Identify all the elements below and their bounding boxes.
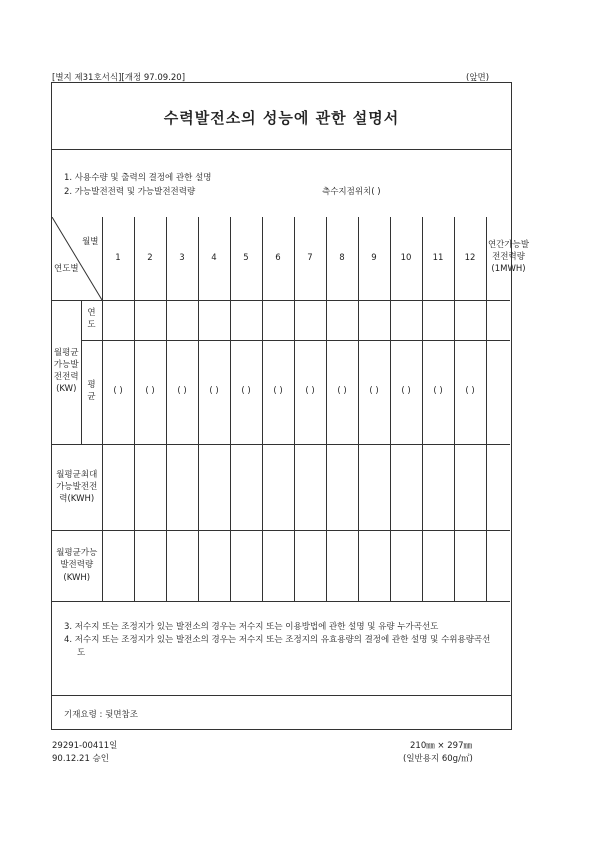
cell xyxy=(486,530,510,601)
cell xyxy=(198,530,230,601)
row-group-monthly-avg-capacity xyxy=(52,300,81,444)
page-side-label: (앞면) xyxy=(466,73,490,83)
row-3-label: 월평균가능발전력량(KWH) xyxy=(56,548,98,583)
cell xyxy=(486,340,510,444)
divider xyxy=(52,149,511,150)
row-monthly-avg-energy xyxy=(52,530,102,601)
generation-table xyxy=(52,217,530,602)
month-7: 7 xyxy=(294,217,326,300)
header-corner xyxy=(52,217,102,300)
item-3: 3. 저수지 또는 조정지가 있는 발전소의 경우는 저수지 또는 이용방법에 관한 설명 및 유량 누가곡선도 xyxy=(64,622,439,632)
paren-cell: ( ) xyxy=(422,340,454,444)
cell xyxy=(294,444,326,530)
paren-cell: ( ) xyxy=(262,340,294,444)
cell xyxy=(230,444,262,530)
cell xyxy=(486,300,510,340)
month-label: 월별 xyxy=(82,237,99,247)
cell xyxy=(230,530,262,601)
month-11: 11 xyxy=(422,217,454,300)
cell xyxy=(390,530,422,601)
month-8: 8 xyxy=(326,217,358,300)
measure-point: 측수지점위치( ) xyxy=(322,187,381,197)
sub-avg-cell xyxy=(81,340,102,444)
cell xyxy=(294,300,326,340)
item-1: 1. 사용수량 및 출력의 결정에 관한 설명 xyxy=(64,173,212,183)
document-title: 수력발전소의 성능에 관한 설명서 xyxy=(163,109,400,127)
cell xyxy=(102,530,134,601)
cell xyxy=(422,530,454,601)
cell xyxy=(326,300,358,340)
paren-cell: ( ) xyxy=(454,340,486,444)
diagonal-line xyxy=(52,217,102,300)
paren-cell: ( ) xyxy=(102,340,134,444)
cell xyxy=(134,530,166,601)
annual-header-text: 연간가능발전전력량(1MWH) xyxy=(487,240,530,275)
cell xyxy=(294,530,326,601)
sub-year-label: 연도 xyxy=(87,308,96,330)
cell xyxy=(102,300,134,340)
month-2: 2 xyxy=(134,217,166,300)
approval-date: 90.12.21 승인 xyxy=(52,754,109,764)
paper-size: 210㎜ × 297㎜ xyxy=(410,741,472,751)
month-3: 3 xyxy=(166,217,198,300)
cell xyxy=(358,530,390,601)
cell xyxy=(422,444,454,530)
cell xyxy=(230,300,262,340)
annual-header xyxy=(486,217,530,300)
cell xyxy=(358,444,390,530)
paren-cell: ( ) xyxy=(166,340,198,444)
cell xyxy=(326,530,358,601)
cell xyxy=(166,300,198,340)
month-1: 1 xyxy=(102,217,134,300)
cell xyxy=(390,444,422,530)
cell xyxy=(422,300,454,340)
cell xyxy=(262,300,294,340)
cell xyxy=(198,300,230,340)
instructions: 기재요령 : 뒷면참조 xyxy=(64,710,138,720)
cell xyxy=(198,444,230,530)
cell xyxy=(358,300,390,340)
item-2: 2. 가능발전전력 및 가능발전전력량 xyxy=(64,187,196,197)
cell xyxy=(166,530,198,601)
month-5: 5 xyxy=(230,217,262,300)
cell xyxy=(326,444,358,530)
form-id: [별지 제31호서식][개정 97.09.20] xyxy=(52,73,186,83)
row-monthly-max-capacity xyxy=(52,444,102,530)
divider xyxy=(52,695,511,696)
paren-cell: ( ) xyxy=(134,340,166,444)
month-6: 6 xyxy=(262,217,294,300)
cell xyxy=(454,300,486,340)
year-label: 연도별 xyxy=(54,264,79,275)
cell xyxy=(454,444,486,530)
form-frame xyxy=(51,82,530,730)
paren-cell: ( ) xyxy=(230,340,262,444)
cell xyxy=(134,300,166,340)
paren-cell: ( ) xyxy=(358,340,390,444)
sub-year-cell xyxy=(81,300,102,340)
month-4: 4 xyxy=(198,217,230,300)
cell xyxy=(390,300,422,340)
row-group-label: 월평균가능발전전력(KW) xyxy=(53,348,79,394)
month-12: 12 xyxy=(454,217,486,300)
notes xyxy=(64,621,497,659)
cell xyxy=(102,444,134,530)
sub-avg-label: 평균 xyxy=(87,380,96,402)
row-2-label: 월평균최대가능발전전력(KWH) xyxy=(56,469,98,505)
cell xyxy=(166,444,198,530)
month-9: 9 xyxy=(358,217,390,300)
paren-cell: ( ) xyxy=(294,340,326,444)
paper-type: (일반용지 60g/㎡) xyxy=(403,754,473,764)
cell xyxy=(134,444,166,530)
cell xyxy=(486,444,510,530)
item-4: 4. 저수지 또는 조정지가 있는 발전소의 경우는 저수지 또는 조정지의 유효용량의 결정에 관한 설명 및 수위용량곡선도 xyxy=(64,634,491,658)
paren-cell: ( ) xyxy=(390,340,422,444)
cell xyxy=(262,444,294,530)
form-code: 29291-00411일 xyxy=(52,741,118,751)
cell xyxy=(262,530,294,601)
month-10: 10 xyxy=(390,217,422,300)
cell xyxy=(454,530,486,601)
paren-cell: ( ) xyxy=(198,340,230,444)
paren-cell: ( ) xyxy=(326,340,358,444)
